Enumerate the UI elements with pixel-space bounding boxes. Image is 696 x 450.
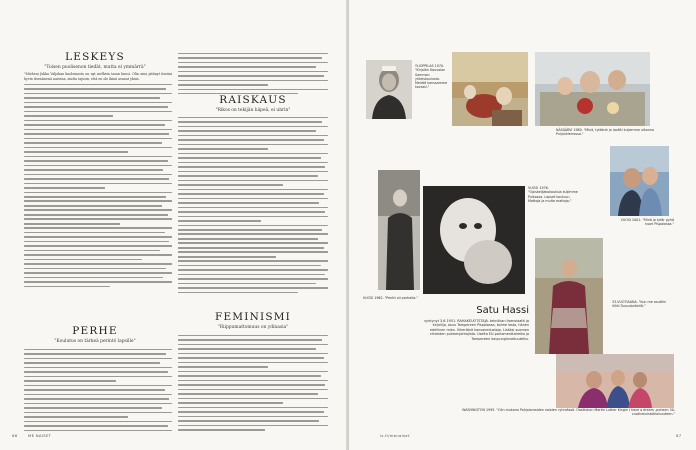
caption-vuosi-1976: VUOSI 1976. "Opiskelijakokouksia kuljimme Pulkassa. Lapset kouluun. Mattoja ja muita mattoja." <box>528 186 578 203</box>
article-column-2b <box>178 114 328 310</box>
caption-vuosi-1962: VUOSI 1962. "Pentti oli parhaita." <box>362 296 418 300</box>
photo-nasijarvi <box>452 52 528 126</box>
photo-graduation <box>366 60 412 119</box>
caption-nasijarvi: NÄSIJÄRVI 1980. "Minä, tyttäret ja isoäiti kuljemme ulkonna Puijonkierrossa." <box>556 128 654 137</box>
section-kicker-leskeys: "Toisen puolisenon tiedät, mutta ei ymmärrä" <box>44 65 146 70</box>
page-number-left: 66 <box>12 433 18 438</box>
caption-graduation: YLIOPPILAS 1970. "Kirjoitin Kouvolan Sammon yhteiskoulusta. Meidät kanssamme kovasti." <box>415 64 448 90</box>
article-column-2a <box>178 50 328 94</box>
caption-vuosi-2001: VUOSI 2001. "Minä ja tytär pyhä nuori Pispalassa." <box>620 218 674 227</box>
article-column-1b <box>24 346 172 434</box>
article-column-2c <box>178 332 328 436</box>
section-heading-feminismi: FEMINISMI <box>214 311 292 323</box>
photo-washington <box>556 354 674 408</box>
footer-section-right: is.fi/menaiset <box>380 433 410 438</box>
footer-section-left: ME NAISET <box>28 433 52 438</box>
article-column-1a <box>24 72 172 310</box>
person-name: Satu Hassi <box>476 305 529 316</box>
section-kicker-perhe: "Koulutus on tärkeä perintö lapsille" <box>54 339 136 344</box>
photo-children <box>423 186 525 294</box>
section-heading-perhe: PERHE <box>72 325 118 337</box>
intro-paragraph: "Mieheni Jukka Valjakan kuolemasta on nyt melkein tasan kuusi. Olin aina pitänyt itseäni hyvin itsenäisenä naisena, mutta tajusin, että en ole ikinä asunut yksin. <box>24 72 172 81</box>
page-number-right: 67 <box>676 433 682 438</box>
caption-33-vuotiaana: 33-VUOTIAANA. "Kun me asuttiin Vihti-Tuusulantiellä." <box>612 300 667 309</box>
section-heading-raiskaus: RAISKAUS <box>219 94 287 106</box>
photo-family-table <box>535 52 650 126</box>
section-kicker-raiskaus: "Rikos on tekijän häpeä, ei uhrin" <box>215 108 291 113</box>
photo-woman-portrait <box>378 170 420 290</box>
caption-washington: WASHINGTON 1995. "Olin mukana Pohjoismaiden naisten ryhmässä. Osallistuin Martin Luther Kingin I have a dream -puheen 30-vuotismuistotilaisuuteen." <box>462 408 675 417</box>
photo-outdoor-dress <box>535 238 603 354</box>
section-heading-leskeys: LESKEYS <box>65 51 125 63</box>
person-bio: syntynyt 3.6.1951. RAHAKEUOTSTAJA. tekniikan lisensiaatti ja kirjailija, asuu Tampereen Pispalassa, kolme lasta, hänen edellinen mies. Vihertävä kansanedustaja. Lisäksi suomen vihreiden puheenjohtajista. Useita EU-parlamenttaireiko ja Tampereen kaupunginvaltuutettu. <box>424 319 529 341</box>
section-kicker-feminismi: "Riippumattomuus on ydinasia" <box>217 325 289 330</box>
photo-vuosi-2001 <box>610 146 669 216</box>
